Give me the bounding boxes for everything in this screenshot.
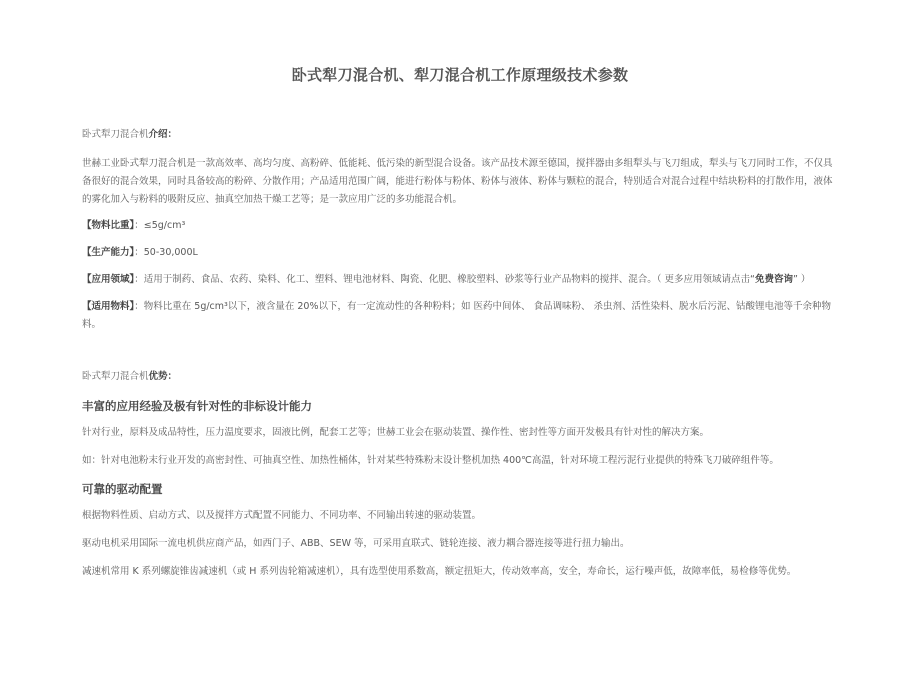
advantage-label-bold: 优势：: [148, 371, 178, 382]
spec-capacity-label: 【生产能力】: [82, 247, 135, 258]
intro-label-lead: 卧式犁刀混合机: [82, 129, 149, 140]
advantage-label-lead: 卧式犁刀混合机: [82, 371, 149, 382]
spec-density-label: 【物料比重】: [82, 220, 135, 231]
spec-materials-label: 【适用物料】: [82, 301, 135, 312]
spec-applications-label: 【应用领域】: [82, 274, 135, 285]
spec-applications: [82, 271, 838, 289]
experience-paragraph-2: 如：针对电池粉末行业开发的高密封性、可抽真空性、加热性桶体，针对某些特殊粉末设计整机加热 400℃高温，针对环境工程污泥行业提供的特殊飞刀破碎组件等。: [82, 455, 779, 466]
spec-density: [82, 217, 838, 235]
spec-materials-value: ：物料比重在 5g/cm³以下，液含量在 20%以下，有一定流动性的各种粉料；如 医药中间体、 食品调味粉、 杀虫剂、活性染料、脱水后污泥、钴酸锂电池等千余种物料。: [82, 301, 832, 330]
spec-applications-value: ：适用于制药、食品、农药、染料、化工、塑料、锂电池材料、陶瓷、化肥、橡胶塑料、砂浆等行业产品物料的搅拌、混合。（ 更多应用领域请点击“: [134, 274, 755, 285]
spec-capacity: [82, 244, 838, 262]
document-content: [82, 126, 838, 591]
experience-paragraph-1: 针对行业，原料及成品特性，压力温度要求，固液比例，配套工艺等；世赫工业会在驱动装置、操作性、密封性等方面开发极具有针对性的解决方案。: [82, 427, 710, 438]
advantage-label: [82, 368, 838, 386]
spec-materials: [82, 298, 838, 334]
drive-paragraph-2: 驱动电机采用国际一流电机供应商产品，如西门子、ABB、SEW 等，可采用直联式、链轮连接、液力耦合器连接等进行扭力输出。: [82, 538, 630, 549]
drive-paragraph-3: 减速机常用 K 系列螺旋锥齿减速机（或 H 系列齿轮箱减速机），具有选型使用系数高，额定扭矩大，传动效率高，安全，寿命长，运行噪声低，故障率低，易检修等优势。: [82, 566, 797, 577]
subsection-heading-drive: 可靠的驱动配置: [82, 482, 163, 496]
free-consult-link[interactable]: 免费咨询: [754, 274, 793, 285]
intro-label-bold: 介绍：: [148, 129, 178, 140]
page-title: 卧式犁刀混合机、犁刀混合机工作原理级技术参数: [291, 66, 629, 84]
section-gap: [82, 343, 838, 368]
drive-paragraph-1: 根据物料性质、启动方式、以及搅拌方式配置不同能力、不同功率、不同输出转速的驱动装置。: [82, 510, 482, 521]
intro-label: [82, 126, 838, 144]
spec-capacity-value: ：50-30,000L: [134, 247, 198, 258]
spec-applications-end: ” ）: [792, 274, 811, 285]
intro-paragraph: 世赫工业卧式犁刀混合机是一款高效率、高均匀度、高粉碎、低能耗、低污染的新型混合设备。该产品技术源至德国，搅拌器由多组犁头与飞刀组成，犁头与飞刀同时工作，不仅具备很好的混合效果，同时具备较高的粉碎、分散作用；产品适用范围广阔，能进行粉体与粉体、粉体与液体、粉体与颗粒的混合，特别适合对混合过程中结块粉料的打散作用，液体的雾化加入与粉料的吸附反应、抽真空加热干燥工艺等；是一款应用广泛的多功能混合机。: [82, 158, 833, 205]
spec-density-value: ：≤5g/cm³: [134, 220, 186, 231]
subsection-heading-experience: 丰富的应用经验及极有针对性的非标设计能力: [82, 399, 312, 413]
